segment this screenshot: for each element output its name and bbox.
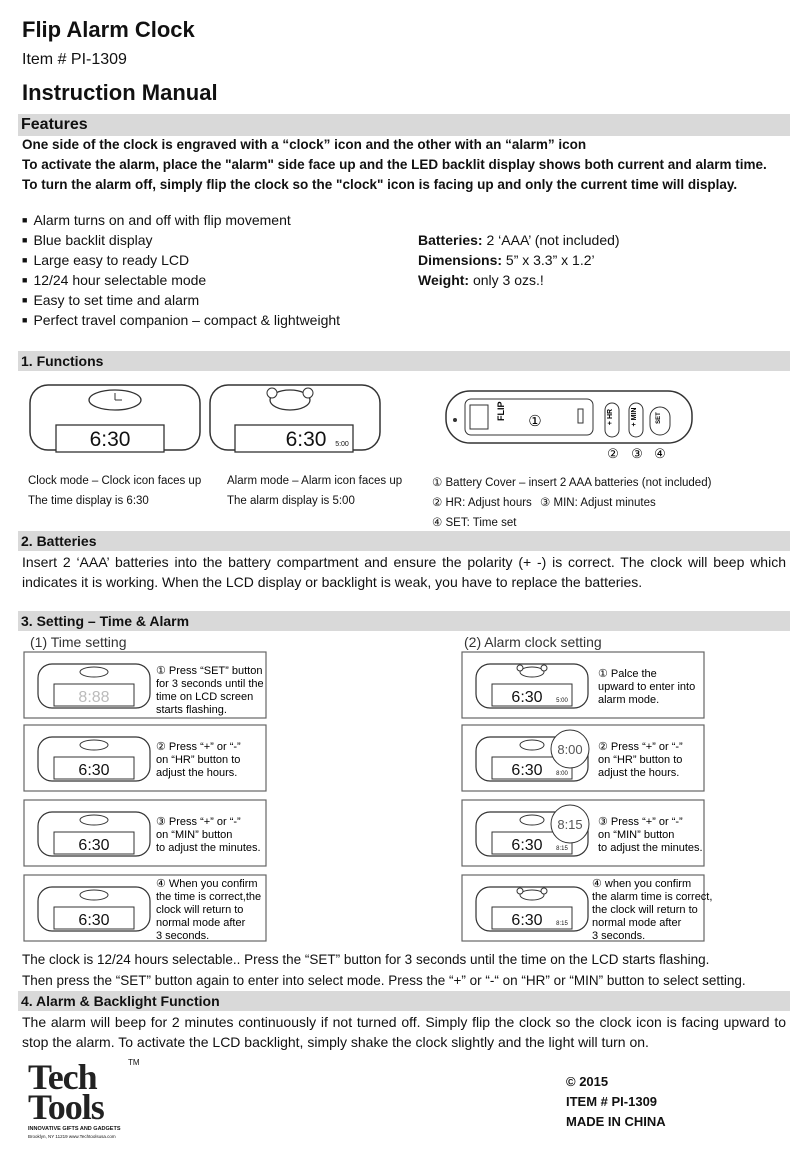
alarm-step-4 <box>462 875 712 942</box>
svg-text:+ MIN: + MIN <box>631 407 638 427</box>
alarm-backlight-text: The alarm will beep for 2 minutes continuously if not turned off. Simply flip the clock so the clock icon is facing upward to stop the alarm. To activate the LCD backlight, simply shake the clock slightly and the light will turn on. <box>22 1014 786 1050</box>
svg-text:SET: SET <box>656 412 662 424</box>
svg-text:+ HR: + HR <box>607 408 614 426</box>
svg-text:6:30: 6:30 <box>78 762 110 779</box>
feature-bullet: ■ Perfect travel companion – compact & lightweight <box>22 312 340 328</box>
item-number: Item # PI-1309 <box>22 51 127 68</box>
features-intro-3: To turn the alarm off, simply flip the clock so the "clock" icon is facing up and only the current time will display. <box>22 177 738 192</box>
svg-text:② Press “+” or “-”: ② Press “+” or “-” <box>156 741 241 753</box>
setting-steps-illustration <box>0 650 808 945</box>
clock-back-illustration <box>446 391 692 461</box>
svg-text:normal mode after: normal mode after <box>156 917 246 929</box>
spec-weight: Weight: only 3 ozs.! <box>418 272 544 288</box>
footer-copyright: © 2015 <box>566 1074 609 1089</box>
batteries-heading: 2. Batteries <box>18 531 790 551</box>
alarm-mode-time: 6:30 <box>285 428 327 451</box>
tech-tools-logo: TM Tech Tools INNOVATIVE GIFTS AND GADGETS Brooklyn, NY 11219 www.Techtoolsusa.com <box>28 1057 140 1139</box>
time-setting-title: (1) Time setting <box>30 634 127 650</box>
alarm-step-3 <box>462 800 704 866</box>
svg-text:clock will return to: clock will return to <box>156 904 244 916</box>
svg-text:② Press “+” or “-”: ② Press “+” or “-” <box>598 741 683 753</box>
alarm-mode-illustration <box>210 385 380 452</box>
svg-text:③ Press “+” or “-”: ③ Press “+” or “-” <box>156 816 241 828</box>
svg-text:on “HR” button to: on “HR” button to <box>598 754 683 766</box>
svg-text:① Palce the: ① Palce the <box>598 668 657 680</box>
alarm-backlight-heading: 4. Alarm & Backlight Function <box>18 991 790 1011</box>
svg-text:for 3 seconds until the: for 3 seconds until the <box>156 678 264 690</box>
svg-text:8:15: 8:15 <box>556 921 568 927</box>
svg-text:8:00: 8:00 <box>556 771 568 777</box>
time-step-3 <box>24 800 266 866</box>
svg-text:adjust the hours.: adjust the hours. <box>598 767 680 779</box>
footer-made-in: MADE IN CHINA <box>566 1114 666 1129</box>
svg-text:time on LCD screen: time on LCD screen <box>156 691 254 703</box>
svg-text:the time is correct,the: the time is correct,the <box>156 891 262 903</box>
features-intro-1: One side of the clock is engraved with a “clock” icon and the other with an “alarm” icon <box>22 137 587 152</box>
clock-mode-illustration <box>30 385 200 452</box>
svg-text:on “MIN” button: on “MIN” button <box>598 829 675 841</box>
svg-text:to adjust the minutes.: to adjust the minutes. <box>156 842 261 854</box>
caption-alarm-mode: Alarm mode – Alarm icon faces up <box>227 475 403 487</box>
doc-title: Flip Alarm Clock <box>22 17 195 42</box>
svg-text:the alarm time is correct,: the alarm time is correct, <box>592 891 713 903</box>
caption-alarm-time: The alarm display is 5:00 <box>227 495 355 507</box>
setting-note-1: The clock is 12/24 hours selectable.. Press the “SET” button for 3 seconds until the time on the LCD starts flashing. <box>22 952 710 967</box>
footer-item: ITEM # PI-1309 <box>566 1094 658 1109</box>
svg-text:6:30: 6:30 <box>511 762 543 779</box>
svg-text:upward to enter into: upward to enter into <box>598 681 696 693</box>
functions-illustrations <box>0 375 808 470</box>
manual-title: Instruction Manual <box>22 80 218 105</box>
svg-text:normal mode after: normal mode after <box>592 917 682 929</box>
spec-dimensions: Dimensions: 5” x 3.3” x 1.2’ <box>418 252 595 268</box>
svg-text:④ When you confirm: ④ When you confirm <box>156 878 258 890</box>
svg-text:6:30: 6:30 <box>78 912 110 929</box>
min-number: ③ <box>631 446 643 461</box>
svg-text:6:30: 6:30 <box>511 912 543 929</box>
caption-clock-mode: Clock mode – Clock icon faces up <box>28 475 202 487</box>
svg-text:8:15: 8:15 <box>557 817 583 832</box>
svg-text:5:00: 5:00 <box>556 698 568 704</box>
flip-label: FLIP <box>496 401 506 421</box>
feature-bullet: ■ Large easy to ready LCD <box>22 252 189 268</box>
features-heading: Features <box>18 114 790 136</box>
time-step-2 <box>24 725 266 791</box>
caption-min: ③ MIN: Adjust minutes <box>540 497 656 509</box>
alarm-mode-small: 5:00 <box>335 441 349 448</box>
alarm-step-2 <box>462 725 704 791</box>
alarm-step-1 <box>462 652 704 718</box>
functions-heading: 1. Functions <box>18 351 790 371</box>
time-step-1 <box>24 652 266 718</box>
battery-number: ① <box>528 413 542 430</box>
svg-text:on “MIN” button: on “MIN” button <box>156 829 233 841</box>
svg-text:6:30: 6:30 <box>78 837 110 854</box>
svg-text:alarm mode.: alarm mode. <box>598 694 660 706</box>
svg-text:8:15: 8:15 <box>556 846 568 852</box>
svg-text:① Press “SET” button: ① Press “SET” button <box>156 665 263 677</box>
svg-text:to adjust the minutes.: to adjust the minutes. <box>598 842 703 854</box>
feature-bullet: ■ Alarm turns on and off with flip movement <box>22 212 291 228</box>
hr-number: ② <box>607 446 619 461</box>
alarm-setting-title: (2) Alarm clock setting <box>464 634 602 650</box>
features-intro-2: To activate the alarm, place the "alarm" side face up and the LED backlit display shows both current and alarm time. <box>22 157 767 172</box>
svg-text:6:30: 6:30 <box>511 837 543 854</box>
svg-text:3 seconds.: 3 seconds. <box>592 930 646 942</box>
svg-text:the clock will return to: the clock will return to <box>592 904 698 916</box>
batteries-text: Insert 2 ‘AAA’ batteries into the battery compartment and ensure the polarity (+ -) is correct. The clock will beep which indicates it is working. When the LCD display or backlight is weak, you have to replace the batteries. <box>22 554 786 590</box>
svg-text:8:00: 8:00 <box>557 742 583 757</box>
caption-clock-time: The time display is 6:30 <box>28 495 149 507</box>
spec-batteries: Batteries: 2 ‘AAA’ (not included) <box>418 232 620 248</box>
setting-heading: 3. Setting – Time & Alarm <box>18 611 790 631</box>
svg-text:④ when you confirm: ④ when you confirm <box>592 878 692 890</box>
feature-bullet: ■ 12/24 hour selectable mode <box>22 272 206 288</box>
feature-bullet: ■ Blue backlit display <box>22 232 153 248</box>
setting-note-2: Then press the “SET” button again to enter into select mode. Press the “+” or “-“ on “HR” or “MIN” button to select setting. <box>22 973 746 988</box>
caption-battery-cover: ① Battery Cover – insert 2 AAA batteries (not included) <box>432 477 712 489</box>
set-number: ④ <box>654 446 666 461</box>
svg-text:starts flashing.: starts flashing. <box>156 704 227 716</box>
svg-text:8:88: 8:88 <box>78 689 110 706</box>
caption-hr: ② HR: Adjust hours <box>432 497 532 509</box>
svg-text:③ Press “+” or “-”: ③ Press “+” or “-” <box>598 816 683 828</box>
time-step-4 <box>24 875 266 942</box>
svg-text:6:30: 6:30 <box>511 689 543 706</box>
svg-text:3 seconds.: 3 seconds. <box>156 930 210 942</box>
svg-text:on “HR” button to: on “HR” button to <box>156 754 241 766</box>
caption-set: ④ SET: Time set <box>432 517 517 529</box>
clock-mode-time: 6:30 <box>89 428 131 451</box>
svg-text:adjust the hours.: adjust the hours. <box>156 767 238 779</box>
feature-bullet: ■ Easy to set time and alarm <box>22 292 199 308</box>
